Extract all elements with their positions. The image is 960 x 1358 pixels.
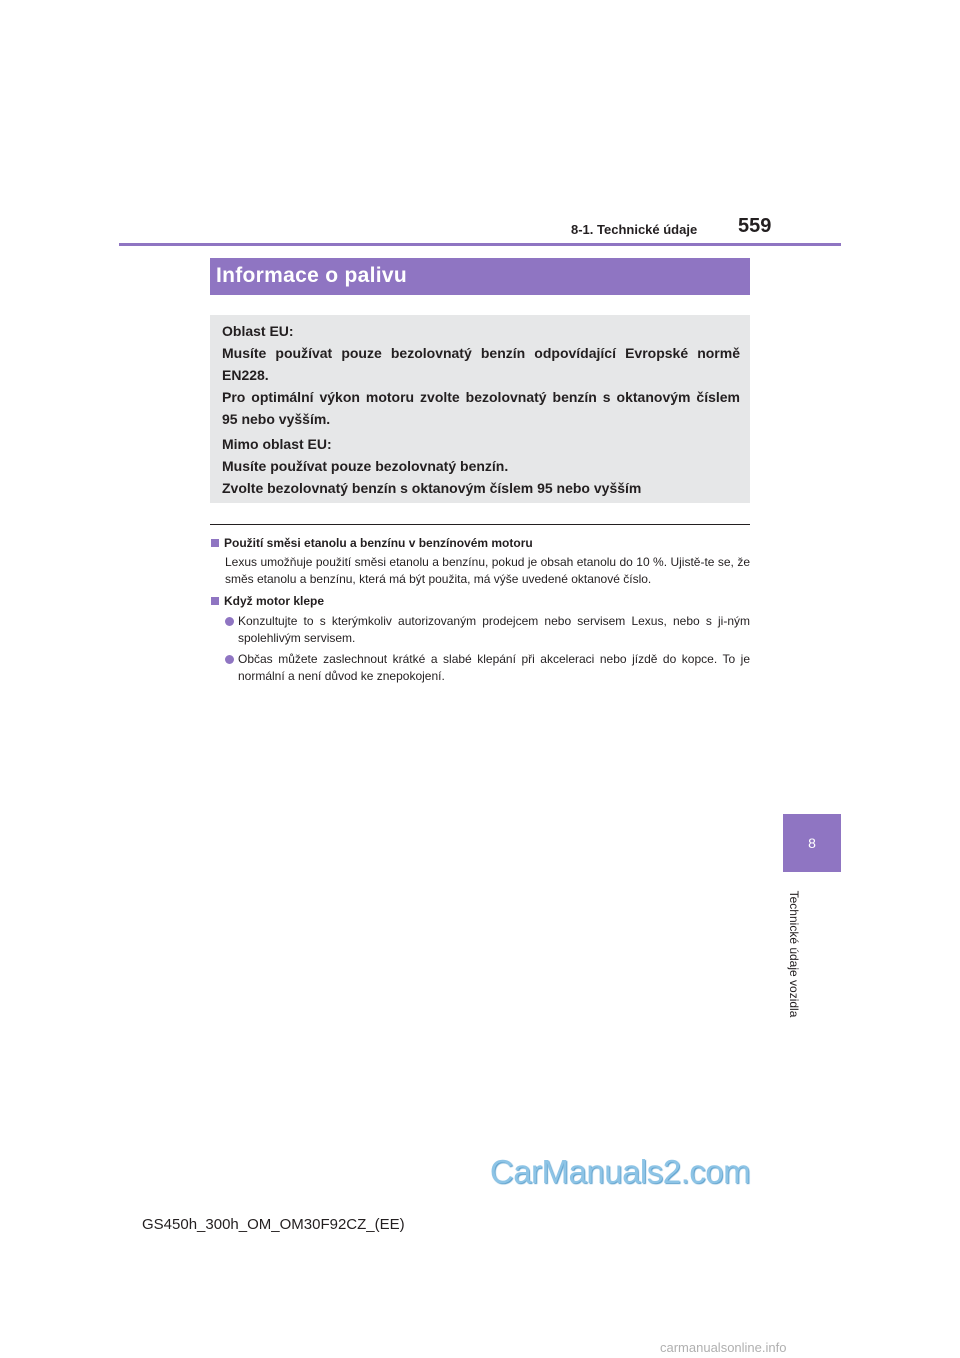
round-bullet-icon [225, 617, 234, 626]
eu-text-standard: Musíte používat pouze bezolovnatý benzín odpovídající Evropské normě EN228. [222, 345, 740, 383]
round-bullet-icon [225, 655, 234, 664]
ethanol-heading-text: Použití směsi etanolu a benzínu v benzínovém motoru [224, 536, 533, 550]
chapter-tab [783, 814, 841, 872]
section-divider [210, 524, 750, 525]
knock-bullet-text: Občas můžete zaslechnout krátké a slabé klepání při akceleraci nebo jízdě do kopce. To je normální a není důvod ke znepokojení. [238, 652, 750, 683]
chapter-number: 8 [808, 835, 816, 851]
knock-heading [211, 594, 324, 608]
non-eu-label: Mimo oblast EU: [222, 436, 332, 452]
knock-heading-text: Když motor klepe [224, 594, 325, 608]
non-eu-text-fuel: Musíte používat pouze bezolovnatý benzín. [222, 458, 509, 474]
watermark-bottom: carmanualsonline.info [660, 1340, 787, 1355]
ethanol-text: Lexus umožňuje použití směsi etanolu a benzínu, pokud je obsah etanolu do 10 %. Ujistě-te se, že směs etanolu a benzínu, která má být použita, má výše uvedené oktanové číslo. [225, 555, 750, 586]
ethanol-heading [211, 536, 533, 550]
section-title-bar [210, 258, 750, 295]
chapter-label: Technické údaje vozidla [787, 890, 801, 1018]
fuel-info-box [210, 315, 750, 503]
footer-code: GS450h_300h_OM_OM30F92CZ_(EE) [142, 1216, 405, 1233]
watermark-logo: CarManuals2.com [488, 1150, 752, 1194]
square-bullet-icon [211, 539, 219, 547]
section-title: Informace o palivu [216, 264, 407, 287]
page-number: 559 [738, 215, 772, 237]
square-bullet-icon [211, 597, 219, 605]
knock-bullet-text: Konzultujte to s kterýmkoliv autorizovaným prodejcem nebo servisem Lexus, nebo s ji-ným spolehlivým servisem. [238, 614, 750, 645]
eu-label: Oblast EU: [222, 323, 294, 339]
knock-bullet-item [225, 651, 750, 685]
eu-text-octane: Pro optimální výkon motoru zvolte bezolovnatý benzín s oktanovým číslem 95 nebo vyšším. [222, 389, 740, 427]
non-eu-text-octane: Zvolte bezolovnatý benzín s oktanovým číslem 95 nebo vyšším [222, 480, 642, 496]
knock-bullet-item [225, 613, 750, 647]
running-header-section: 8-1. Technické údaje [571, 222, 698, 237]
header-rule [119, 243, 841, 246]
